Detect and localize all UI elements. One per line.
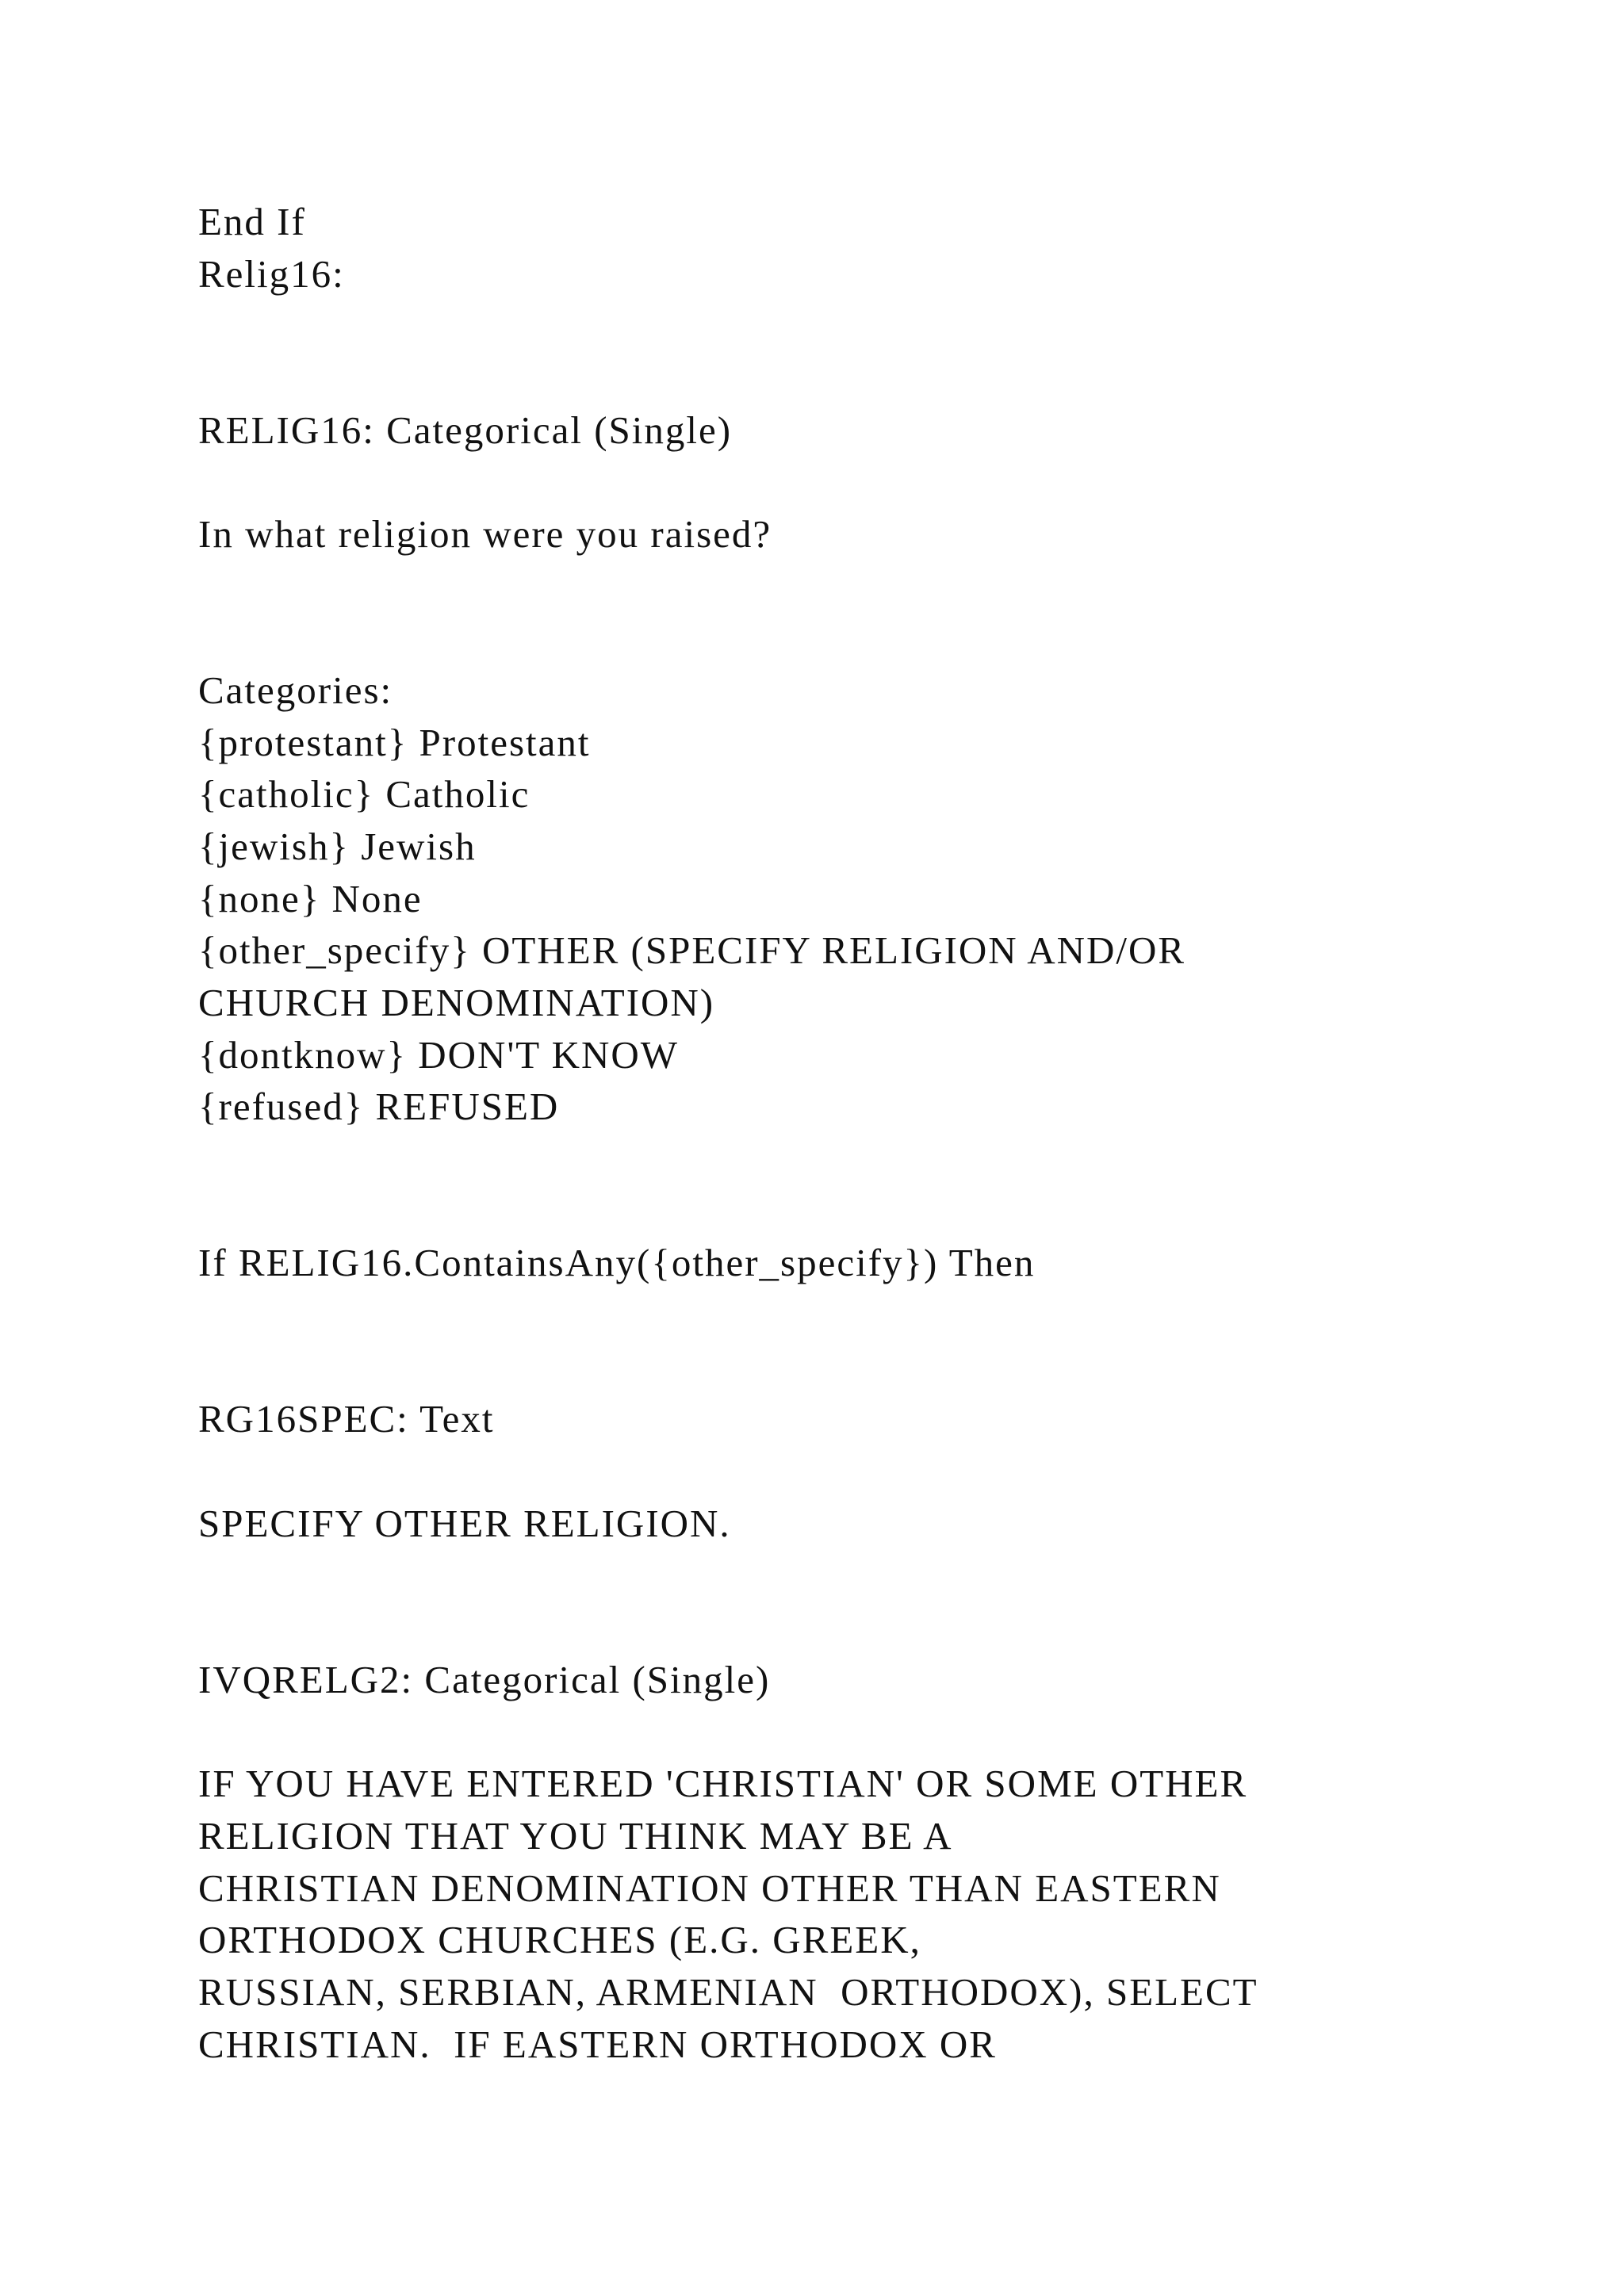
- category-none: {none} None: [198, 877, 423, 920]
- category-jewish: {jewish} Jewish: [198, 825, 477, 868]
- ivqrelg2-instruction-line: CHRISTIAN DENOMINATION OTHER THAN EASTERN: [198, 1866, 1221, 1910]
- condition-statement: If RELIG16.ContainsAny({other_specify}) Then: [198, 1241, 1036, 1284]
- ivqrelg2-instruction-line: IF YOU HAVE ENTERED 'CHRISTIAN' OR SOME OTHER: [198, 1762, 1248, 1805]
- relig16-header: RELIG16: Categorical (Single): [198, 408, 733, 452]
- ivqrelg2-instruction-line: CHRISTIAN. IF EASTERN ORTHODOX OR: [198, 2022, 997, 2066]
- ivqrelg2-instruction-line: RELIGION THAT YOU THINK MAY BE A: [198, 1814, 953, 1858]
- relig16-question: In what religion were you raised?: [198, 512, 772, 556]
- category-dontknow: {dontknow} DON'T KNOW: [198, 1033, 679, 1077]
- categories-label: Categories:: [198, 668, 393, 712]
- end-if-statement: End If: [198, 200, 306, 243]
- category-protestant: {protestant} Protestant: [198, 721, 591, 764]
- ivqrelg2-header: IVQRELG2: Categorical (Single): [198, 1658, 771, 1701]
- category-other-specify: {other_specify} OTHER (SPECIFY RELIGION AND/OR: [198, 928, 1186, 972]
- ivqrelg2-instruction-line: ORTHODOX CHURCHES (E.G. GREEK,: [198, 1918, 921, 1961]
- category-catholic: {catholic} Catholic: [198, 772, 530, 816]
- rg16spec-header: RG16SPEC: Text: [198, 1397, 495, 1441]
- category-refused: {refused} REFUSED: [198, 1085, 560, 1128]
- category-other-specify-continued: CHURCH DENOMINATION): [198, 981, 715, 1024]
- rg16spec-prompt: SPECIFY OTHER RELIGION.: [198, 1502, 731, 1545]
- ivqrelg2-instruction-line: RUSSIAN, SERBIAN, ARMENIAN ORTHODOX), SELECT: [198, 1970, 1258, 2014]
- relig16-label: Relig16:: [198, 252, 345, 296]
